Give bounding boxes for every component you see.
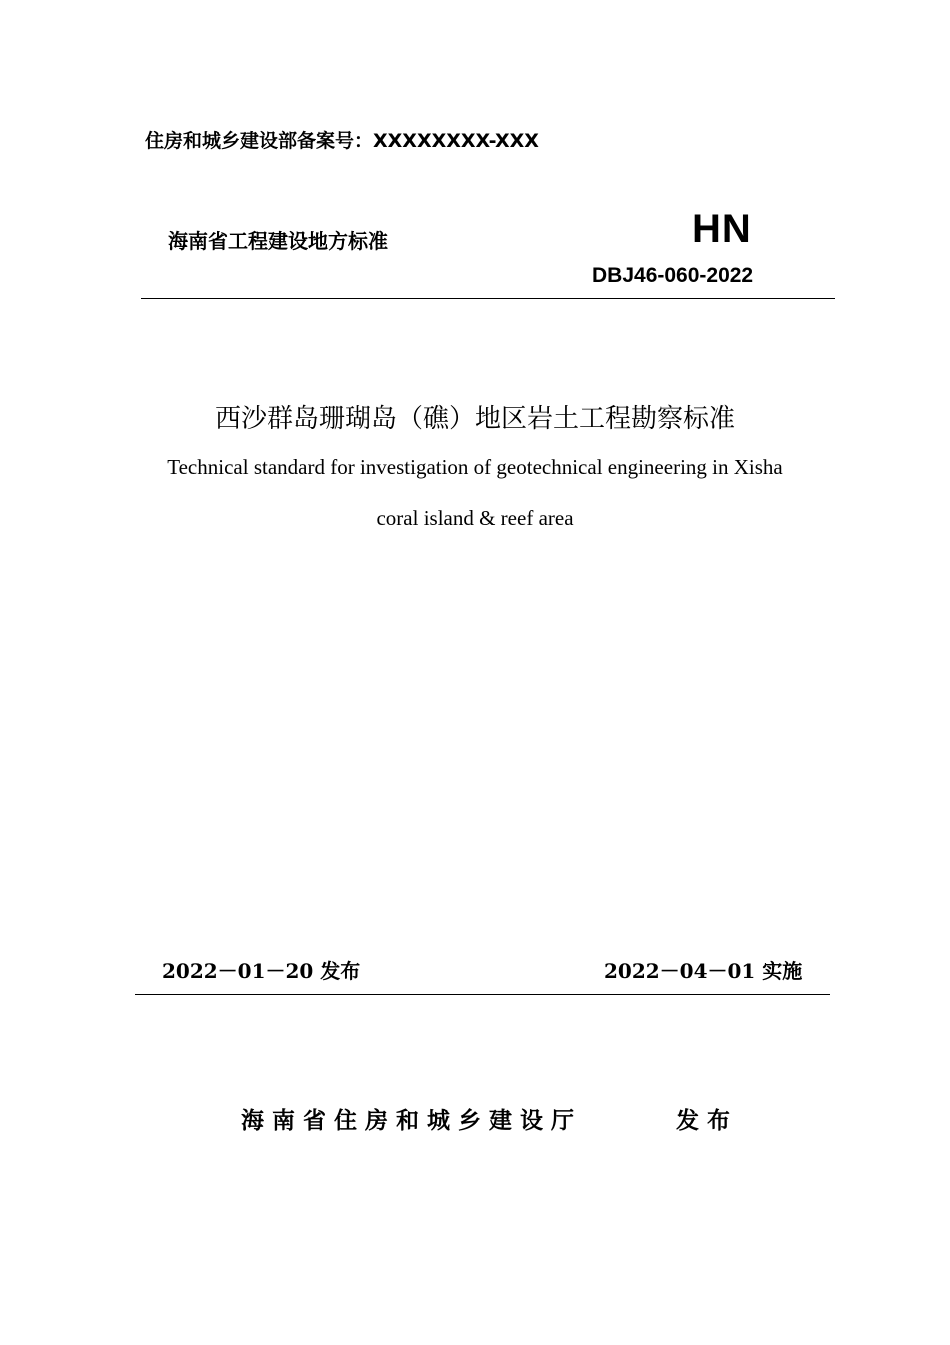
- standard-category: 海南省工程建设地方标准: [168, 229, 388, 253]
- bottom-divider: [135, 994, 830, 995]
- top-divider: [141, 298, 835, 299]
- record-number: 住房和城乡建设部备案号：XXXXXXXX-XXX: [145, 130, 539, 152]
- title-english-line-1: Technical standard for investigation of geotechnical engineering in Xisha: [167, 455, 783, 479]
- issuer-action: 发布: [676, 1108, 738, 1134]
- issue-date: 2022－01－20 发布: [162, 959, 361, 983]
- title-english-line-2: coral island & reef area: [376, 506, 574, 530]
- standard-code: DBJ46-060-2022: [592, 264, 754, 287]
- title-chinese: 西沙群岛珊瑚岛（礁）地区岩土工程勘察标准: [214, 404, 735, 434]
- standard-mark: HN: [692, 207, 752, 251]
- issuer-name: 海南省住房和城乡建设厅: [241, 1108, 582, 1134]
- effective-date: 2022－04－01 实施: [604, 959, 803, 983]
